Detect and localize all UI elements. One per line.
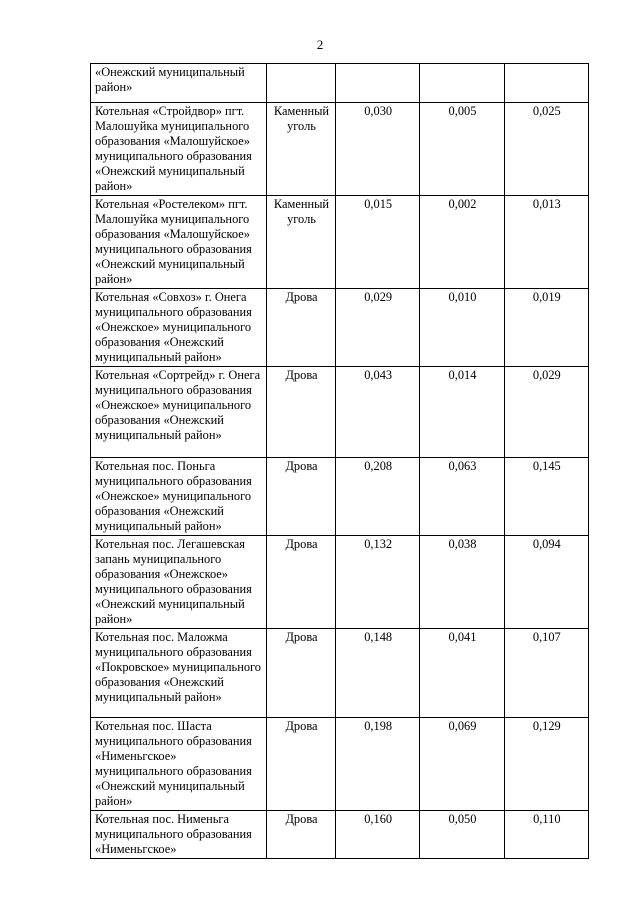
- value-3-cell: 0,094: [504, 536, 588, 629]
- value-3-cell: 0,013: [504, 196, 588, 289]
- boiler-name-cell: Котельная пос. Нименьга муниципального образования «Нименьгское»: [91, 811, 267, 859]
- boiler-name-cell: Котельная «Совхоз» г. Онега муниципального образования «Онежское» муниципального образования «Онежский муниципальный район»: [91, 289, 267, 367]
- value-2-cell: [420, 64, 504, 103]
- value-3-cell: 0,107: [504, 629, 588, 718]
- value-1-cell: 0,030: [336, 103, 420, 196]
- value-3-cell: 0,145: [504, 458, 588, 536]
- boiler-name-cell: Котельная пос. Поньга муниципального образования «Онежское» муниципального образования «Онежский муниципальный район»: [91, 458, 267, 536]
- table-row: [91, 629, 589, 718]
- fuel-type-cell: Дрова: [267, 811, 336, 859]
- table-row: [91, 811, 589, 859]
- value-1-cell: [336, 64, 420, 103]
- fuel-type-cell: Дрова: [267, 718, 336, 811]
- value-3-cell: 0,129: [504, 718, 588, 811]
- boiler-fuel-table: [90, 63, 589, 859]
- boiler-name-cell: Котельная пос. Легашевская запань муниципального образования «Онежское» муниципального образования «Онежский муниципальный район»: [91, 536, 267, 629]
- value-2-cell: 0,041: [420, 629, 504, 718]
- boiler-name-cell: Котельная «Сортрейд» г. Онега муниципального образования «Онежское» муниципального образования «Онежский муниципальный район»: [91, 367, 267, 458]
- value-2-cell: 0,063: [420, 458, 504, 536]
- boiler-name-cell: Котельная «Стройдвор» пгт. Малошуйка муниципального образования «Малошуйское» муниципального образования «Онежский муниципальный район»: [91, 103, 267, 196]
- value-2-cell: 0,010: [420, 289, 504, 367]
- value-1-cell: 0,132: [336, 536, 420, 629]
- fuel-type-cell: Дрова: [267, 367, 336, 458]
- value-2-cell: 0,038: [420, 536, 504, 629]
- value-1-cell: 0,148: [336, 629, 420, 718]
- table-row: [91, 289, 589, 367]
- table-row: [91, 64, 589, 103]
- value-1-cell: 0,043: [336, 367, 420, 458]
- value-3-cell: 0,110: [504, 811, 588, 859]
- value-3-cell: 0,029: [504, 367, 588, 458]
- table-row: [91, 367, 589, 458]
- value-2-cell: 0,069: [420, 718, 504, 811]
- value-2-cell: 0,002: [420, 196, 504, 289]
- table-row: [91, 718, 589, 811]
- value-2-cell: 0,014: [420, 367, 504, 458]
- value-2-cell: 0,005: [420, 103, 504, 196]
- boiler-name-cell: «Онежский муниципальный район»: [91, 64, 267, 103]
- value-2-cell: 0,050: [420, 811, 504, 859]
- fuel-type-cell: Дрова: [267, 536, 336, 629]
- boiler-name-cell: Котельная пос. Маложма муниципального образования «Покровское» муниципального образования «Онежский муниципальный район»: [91, 629, 267, 718]
- table-row: [91, 196, 589, 289]
- value-1-cell: 0,015: [336, 196, 420, 289]
- value-1-cell: 0,208: [336, 458, 420, 536]
- fuel-type-cell: Дрова: [267, 289, 336, 367]
- boiler-name-cell: Котельная пос. Шаста муниципального образования «Нименьгское» муниципального образования «Онежский муниципальный район»: [91, 718, 267, 811]
- table-row: [91, 536, 589, 629]
- value-1-cell: 0,029: [336, 289, 420, 367]
- fuel-type-cell: [267, 64, 336, 103]
- value-3-cell: 0,025: [504, 103, 588, 196]
- table-row: [91, 103, 589, 196]
- page-number: 2: [316, 37, 324, 52]
- fuel-type-cell: Каменный уголь: [267, 103, 336, 196]
- value-1-cell: 0,160: [336, 811, 420, 859]
- value-3-cell: 0,019: [504, 289, 588, 367]
- boiler-name-cell: Котельная «Ростелеком» пгт. Малошуйка муниципального образования «Малошуйское» муниципального образования «Онежский муниципальный район»: [91, 196, 267, 289]
- value-3-cell: [504, 64, 588, 103]
- value-1-cell: 0,198: [336, 718, 420, 811]
- fuel-type-cell: Каменный уголь: [267, 196, 336, 289]
- table-row: [91, 458, 589, 536]
- fuel-type-cell: Дрова: [267, 629, 336, 718]
- fuel-type-cell: Дрова: [267, 458, 336, 536]
